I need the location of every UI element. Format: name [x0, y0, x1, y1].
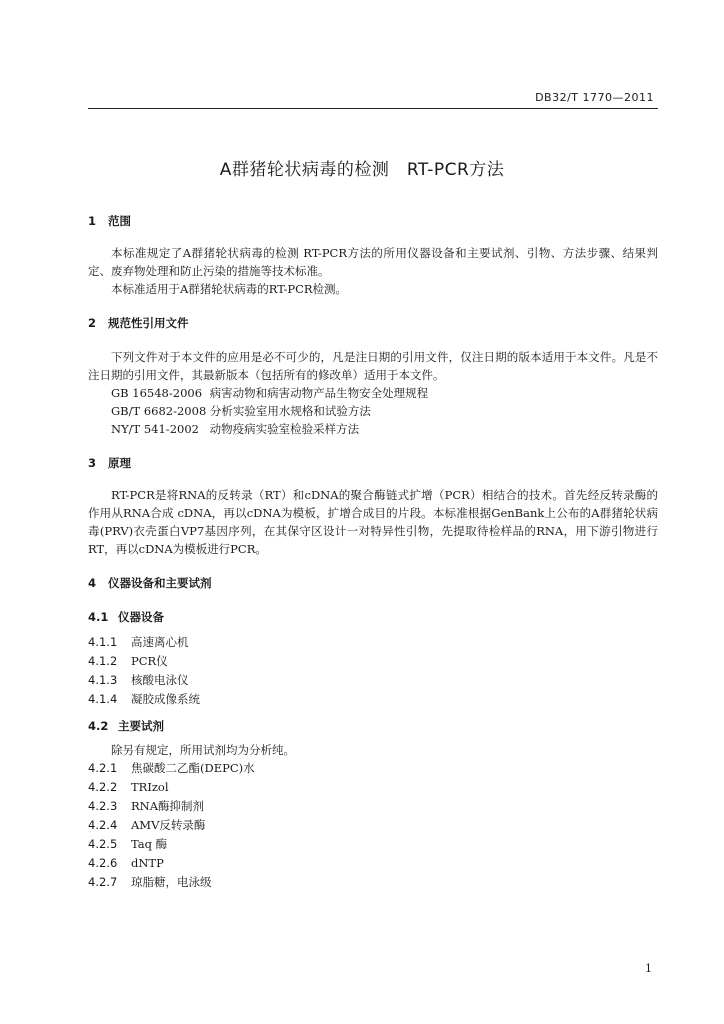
item-number: 4.2.1	[88, 761, 118, 775]
item-text: dNTP	[131, 856, 164, 870]
section-heading-equipment-reagents	[88, 574, 658, 592]
subsection-heading-equipment	[88, 608, 658, 626]
references-paragraph: 下列文件对于本文件的应用是必不可少的，凡是注日期的引用文件，仅注日期的版本适用于本文件。凡是不注日期的引用文件，其最新版本（包括所有的修改单）适用于本文件。	[88, 350, 658, 382]
item-number: 4.1.1	[88, 635, 118, 649]
section-heading-scope	[88, 212, 658, 230]
section-heading-principle	[88, 454, 658, 472]
reference-title: 分析实验室用水规格和试验方法	[209, 404, 371, 418]
reference-title: 动物疫病实验室检验采样方法	[209, 422, 360, 436]
section-title: 仪器设备和主要试剂	[108, 576, 212, 590]
item-text: Taq 酶	[131, 837, 168, 851]
item-number: 4.2.3	[88, 799, 118, 813]
reagent-item	[88, 759, 658, 778]
reference-code: GB 16548-2006	[111, 386, 203, 400]
reference-item	[88, 420, 658, 438]
item-text: TRIzol	[131, 780, 169, 794]
reference-code: NY/T 541-2002	[111, 422, 199, 436]
reagent-item	[88, 778, 658, 797]
reagent-item	[88, 854, 658, 873]
equipment-item	[88, 690, 658, 709]
equipment-item	[88, 671, 658, 690]
principle-paragraph: RT-PCR是将RNA的反转录（RT）和cDNA的聚合酶链式扩增（PCR）相结合的技术。首先经反转录酶的作用从RNA合成 cDNA，再以cDNA为模板，扩增合成目的片段。本标准根据GenBank上公布的A群猪轮状病毒(PRV)衣壳蛋白VP7基因序列，在其保守区设计一对特异性引物，先提取待检样品的RNA，用下游引物进行RT，再以cDNA为模板进行PCR。	[88, 488, 658, 556]
item-number: 4.1.3	[88, 673, 118, 687]
reagents-intro: 除另有规定，所用试剂均为分析纯。	[111, 743, 295, 757]
section-number: 4	[88, 576, 97, 590]
reference-code: GB/T 6682-2008	[111, 404, 207, 418]
section-number: 2	[88, 316, 97, 330]
document-title: A群猪轮状病毒的检测 RT-PCR方法	[219, 160, 505, 180]
scope-paragraph-2: 本标准适用于A群猪轮状病毒的RT-PCR检测。	[111, 282, 348, 296]
equipment-item	[88, 652, 658, 671]
subsection-heading-reagents	[88, 717, 658, 735]
reference-title: 病害动物和病害动物产品生物安全处理规程	[209, 386, 429, 400]
item-text: RNA酶抑制剂	[131, 799, 205, 813]
item-text: 凝胶成像系统	[131, 692, 200, 706]
subsection-title: 仪器设备	[118, 610, 164, 624]
document-body	[88, 212, 658, 892]
equipment-item	[88, 633, 658, 652]
reference-item	[88, 402, 658, 420]
page-number: 1	[645, 962, 652, 975]
item-number: 4.2.6	[88, 856, 118, 870]
subsection-title: 主要试剂	[118, 719, 164, 733]
item-text: 核酸电泳仪	[131, 673, 189, 687]
standard-code: DB32/T 1770—2011	[535, 91, 654, 104]
item-text: 高速离心机	[131, 635, 189, 649]
reagent-item	[88, 797, 658, 816]
section-heading-normative-references	[88, 314, 658, 332]
subsection-number: 4.2	[88, 719, 109, 733]
header-rule	[88, 108, 658, 109]
section-title: 原理	[108, 456, 131, 470]
section-title: 范围	[108, 214, 131, 228]
section-number: 3	[88, 456, 97, 470]
reagent-item	[88, 873, 658, 892]
section-title: 规范性引用文件	[108, 316, 189, 330]
reagent-item	[88, 816, 658, 835]
reagent-item	[88, 835, 658, 854]
item-number: 4.1.2	[88, 654, 118, 668]
item-number: 4.2.5	[88, 837, 118, 851]
item-number: 4.2.4	[88, 818, 118, 832]
item-text: 焦碳酸二乙酯(DEPC)水	[131, 761, 255, 775]
item-number: 4.2.7	[88, 875, 118, 889]
item-text: AMV反转录酶	[131, 818, 206, 832]
item-text: 琼脂糖，电泳级	[131, 875, 212, 889]
section-number: 1	[88, 214, 97, 228]
item-number: 4.1.4	[88, 692, 118, 706]
reference-item	[88, 384, 658, 402]
subsection-number: 4.1	[88, 610, 109, 624]
item-text: PCR仪	[131, 654, 168, 668]
scope-paragraph-1: 本标准规定了A群猪轮状病毒的检测 RT-PCR方法的所用仪器设备和主要试剂、引物、方法步骤、结果判定、废弃物处理和防止污染的措施等技术标准。	[88, 246, 658, 278]
item-number: 4.2.2	[88, 780, 118, 794]
